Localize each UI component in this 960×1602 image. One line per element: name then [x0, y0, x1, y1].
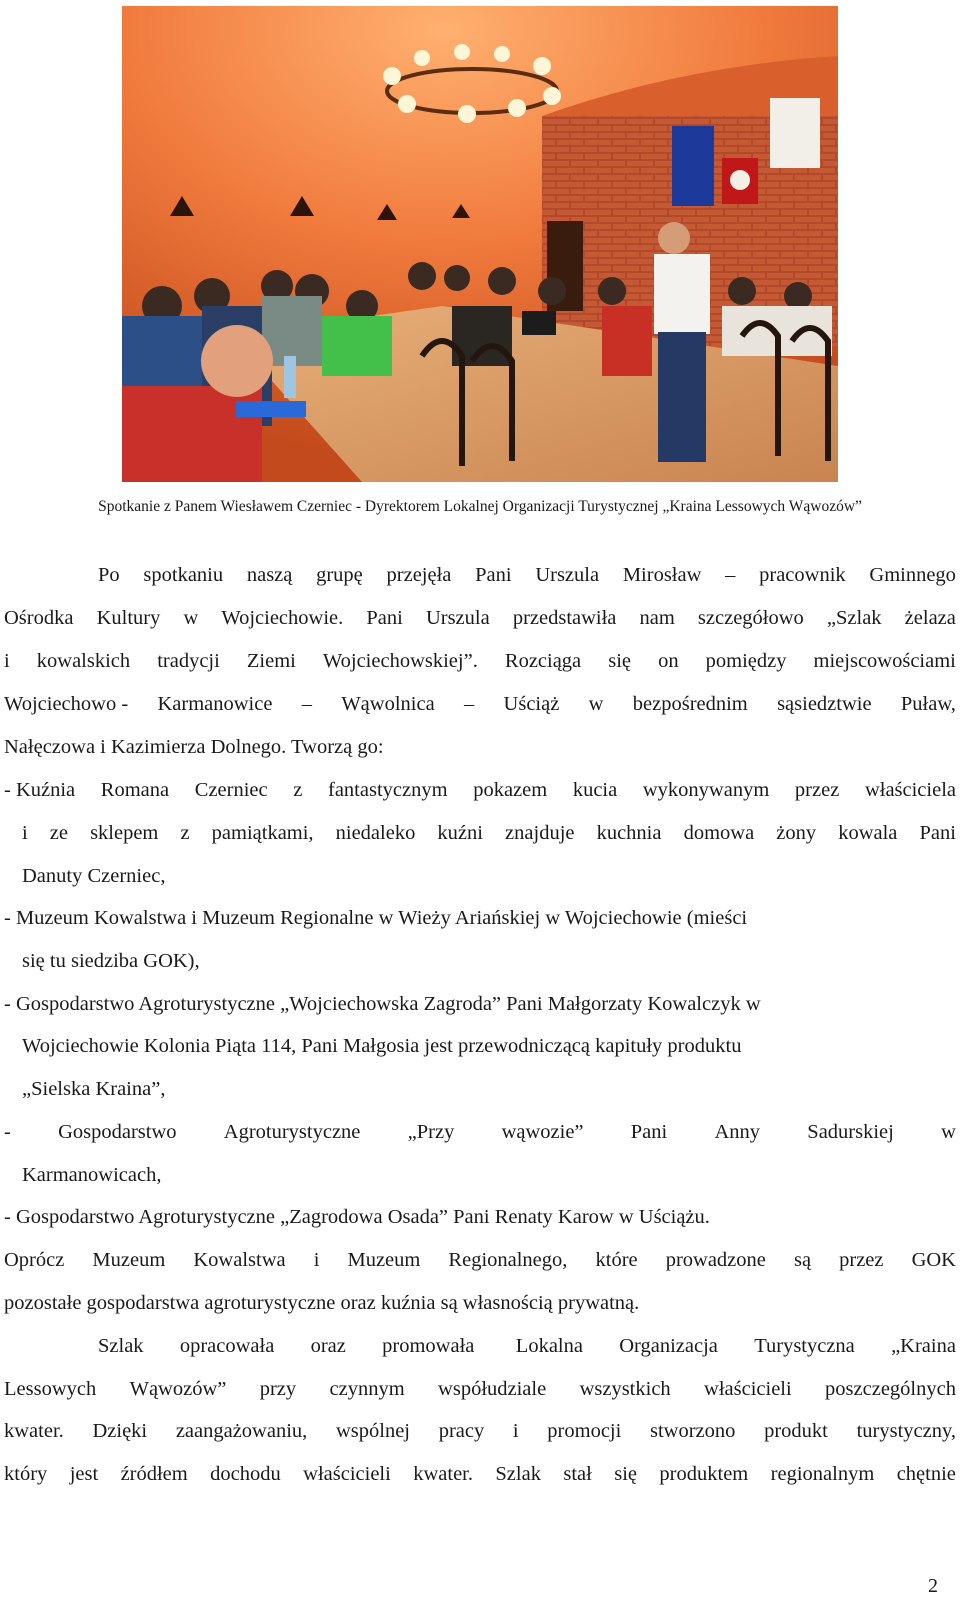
word: spotkaniu [143, 564, 224, 586]
word: Pani [366, 607, 403, 629]
word: Oprócz [4, 1249, 65, 1271]
list-item-2-line-2: się tu siedziba GOK), [22, 950, 200, 972]
word: nam [639, 607, 675, 629]
word: opracowała [179, 1335, 275, 1357]
word: przy [259, 1378, 297, 1400]
list-item-1-line-3: Danuty Czerniec, [22, 865, 166, 887]
word: zaangażowaniu, [175, 1420, 308, 1442]
meeting-photo [122, 6, 838, 482]
word: wykonywanym [642, 779, 770, 801]
word: kwater. [413, 1463, 473, 1485]
word: Pani [475, 564, 512, 586]
word: niedaleko [335, 822, 416, 844]
word: i [512, 1420, 519, 1442]
word: GOK [911, 1249, 956, 1271]
word: prowadzone [665, 1249, 766, 1271]
paragraph-3-line-1 [98, 1331, 956, 1361]
word: kuchnia [596, 822, 662, 844]
paragraph-1-line-5: Nałęczowa i Kazimierza Dolnego. Tworzą go: [4, 736, 384, 758]
word: Czerniec [194, 779, 268, 801]
word: Agroturystyczne [223, 1121, 361, 1143]
word: poszczególnych [825, 1378, 956, 1400]
word: Ośrodka [4, 607, 74, 629]
word: w [941, 1121, 956, 1143]
word: Po [98, 564, 120, 586]
word: „Kraina [891, 1335, 956, 1357]
word: i [313, 1249, 320, 1271]
word: źródłem [120, 1463, 188, 1485]
word: Pani [919, 822, 956, 844]
word: Lokalna [515, 1335, 583, 1357]
paragraph-2-line-1 [4, 1245, 956, 1275]
word: Anny [714, 1121, 761, 1143]
word: Szlak [98, 1335, 144, 1357]
list-item-3-line-3: „Sielska Kraina”, [22, 1078, 166, 1100]
word: Dzięki [92, 1420, 148, 1442]
word: Wojciechowskiej”. [322, 650, 478, 672]
word: kucia [572, 779, 618, 801]
word: są [793, 1249, 812, 1271]
word: Karmanowice [157, 693, 273, 715]
word: przez [839, 1249, 884, 1271]
word: Sadurskiej [807, 1121, 894, 1143]
paragraph-1-line-2 [4, 603, 956, 633]
word: właścicieli [704, 1378, 792, 1400]
word: które [595, 1249, 638, 1271]
word: – [301, 693, 313, 715]
word: kuźni [437, 822, 483, 844]
word: tradycji [157, 650, 220, 672]
paragraph-3-line-4 [4, 1459, 956, 1489]
list-item-4-line-1 [4, 1117, 956, 1147]
paragraph-1-line-3 [4, 646, 956, 676]
word: Kowalstwa [193, 1249, 286, 1271]
word: Muzeum [92, 1249, 166, 1271]
paragraph-1-line-1 [98, 560, 956, 590]
word: Romana [100, 779, 170, 801]
list-item-1-line-1 [4, 775, 956, 805]
word: sąsiedztwie [777, 693, 872, 715]
word: przez [794, 779, 840, 801]
word: sklepem [90, 822, 159, 844]
paragraph-3-line-2 [4, 1374, 956, 1404]
word: z [180, 822, 190, 844]
word: Kultury [96, 607, 161, 629]
word: właściciela [864, 779, 956, 801]
list-item-4-line-2: Karmanowicach, [22, 1164, 162, 1186]
word: stał [563, 1463, 592, 1485]
word: Puław, [900, 693, 956, 715]
word: bezpośrednim [632, 693, 748, 715]
word: pomiędzy [705, 650, 787, 672]
word: produktem [659, 1463, 749, 1485]
list-item-5: - Gospodarstwo Agroturystyczne „Zagrodowa Osada” Pani Renaty Karow w Uściążu. [4, 1206, 710, 1228]
word: „Przy [407, 1121, 455, 1143]
list-item-1-line-2 [22, 818, 956, 848]
list-item-2-line-1: - Muzeum Kowalstwa i Muzeum Regionalne w Wieży Ariańskiej w Wojciechowie (mieści [4, 907, 748, 929]
word: Gminnego [869, 564, 956, 586]
word: kwater. [4, 1420, 64, 1442]
word: Muzeum [347, 1249, 421, 1271]
word: Wąwozów” [129, 1378, 227, 1400]
word: jest [69, 1463, 99, 1485]
word: naszą [246, 564, 293, 586]
word: Wojciechowie. [221, 607, 344, 629]
word: kowala [838, 822, 898, 844]
word: chętnie [896, 1463, 956, 1485]
word: wspólnej [335, 1420, 410, 1442]
word: przejęła [386, 564, 452, 586]
word: Uściąż [503, 693, 560, 715]
word: Organizacja [619, 1335, 718, 1357]
word: i [4, 650, 10, 672]
word: pracownik [759, 564, 846, 586]
word: Wąwolnica [341, 693, 435, 715]
word: stworzono [650, 1420, 736, 1442]
word: przedstawiła [512, 607, 617, 629]
word: Lessowych [4, 1378, 97, 1400]
word: promocji [547, 1420, 622, 1442]
word: pamiątkami, [211, 822, 314, 844]
word: znajduje [505, 822, 575, 844]
word: – [463, 693, 475, 715]
word: Gospodarstwo [58, 1121, 177, 1143]
word: Szlak [495, 1463, 541, 1485]
word: żelaza [904, 607, 956, 629]
word: czynnym [329, 1378, 405, 1400]
word: promowała [382, 1335, 480, 1357]
word: pokazem [473, 779, 548, 801]
word: się [614, 1463, 638, 1485]
word: miejscowościami [813, 650, 956, 672]
word: się [608, 650, 631, 672]
word: - [4, 1121, 11, 1143]
word: Regionalnego, [448, 1249, 568, 1271]
paragraph-3-line-3 [4, 1416, 956, 1446]
word: - Kuźnia [4, 779, 76, 801]
word: Rozciąga [504, 650, 582, 672]
page-number: 2 [928, 1575, 938, 1597]
word: Wojciechowo - [4, 693, 129, 715]
list-item-3-line-1: - Gospodarstwo Agroturystyczne „Wojciechowska Zagroda” Pani Małgorzaty Kowalczyk w [4, 993, 761, 1015]
word: kowalskich [36, 650, 131, 672]
photo-caption: Spotkanie z Panem Wiesławem Czerniec - Dyrektorem Lokalnej Organizacji Turystycznej „Kraina Lessowych Wąwozów” [98, 498, 862, 515]
word: szczegółowo [697, 607, 804, 629]
word: Pani [630, 1121, 668, 1143]
paragraph-1-line-4 [4, 689, 956, 719]
word: – [725, 564, 736, 586]
word: fantastycznym [328, 779, 448, 801]
word: Ziemi [246, 650, 296, 672]
word: wąwozie” [501, 1121, 584, 1143]
word: Urszula [535, 564, 600, 586]
word: regionalnym [770, 1463, 875, 1485]
word: grupę [316, 564, 363, 586]
word: współudziale [438, 1378, 547, 1400]
word: z [293, 779, 303, 801]
word: żony [776, 822, 817, 844]
word: wszystkich [579, 1378, 671, 1400]
word: i [22, 822, 28, 844]
word: oraz [310, 1335, 346, 1357]
word: on [658, 650, 679, 672]
word: produkt [764, 1420, 828, 1442]
word: turystyczny, [856, 1420, 956, 1442]
word: w [588, 693, 604, 715]
word: dochodu [210, 1463, 281, 1485]
word: właścicieli [303, 1463, 391, 1485]
word: który [4, 1463, 48, 1485]
paragraph-2-line-2: pozostałe gospodarstwa agroturystyczne oraz kuźnia są własnością prywatną. [4, 1292, 640, 1314]
list-item-3-line-2: Wojciechowie Kolonia Piąta 114, Pani Małgosia jest przewodniczącą kapituły produktu [22, 1035, 742, 1057]
word: Mirosław [622, 564, 702, 586]
word: „Szlak [826, 607, 882, 629]
word: domowa [683, 822, 755, 844]
word: Turystyczna [754, 1335, 855, 1357]
word: Urszula [425, 607, 490, 629]
word: ze [49, 822, 68, 844]
word: w [183, 607, 199, 629]
word: pracy [438, 1420, 485, 1442]
